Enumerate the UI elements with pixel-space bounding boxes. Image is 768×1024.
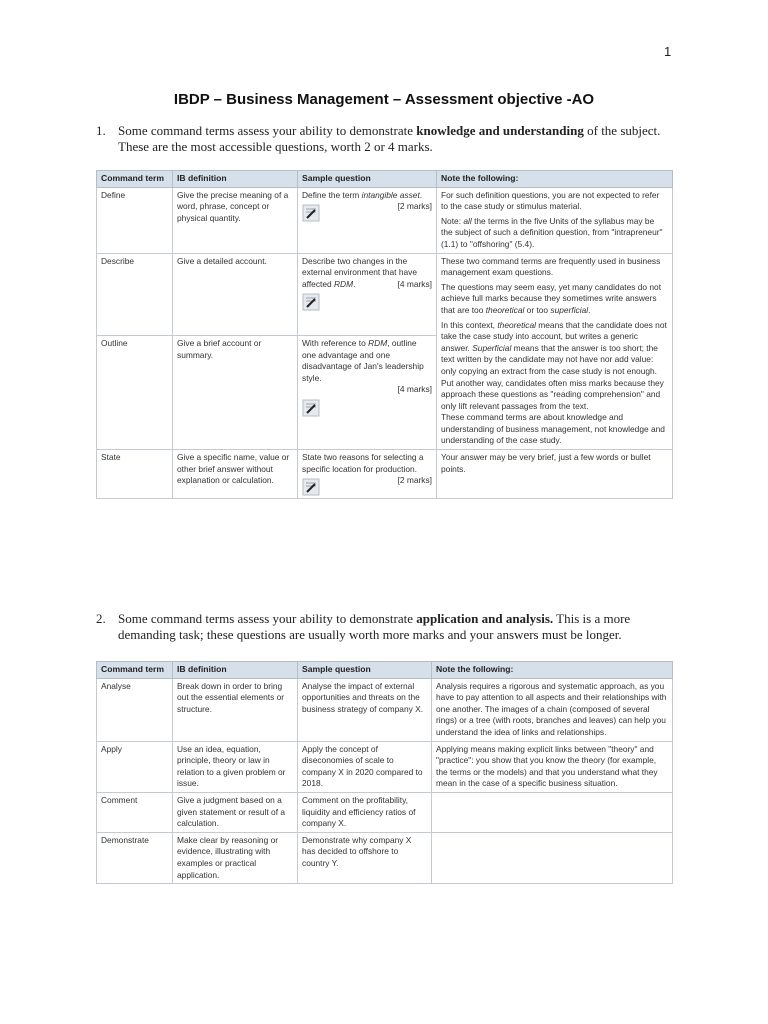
question-cell: Define the term intangible asset. [2 marks] <box>298 187 437 253</box>
note-cell: These two command terms are frequently used in business management exam questions. The questions may seem easy, yet many candidates do not achieve full marks because they sometimes write answers that are too theoretical or too superficial. In this context, theoretical means that the candidate does not take the case study into account, but writes a generic answer. Superficial means that the answer is too short; the text written by the candidate may not have nor add value: only copying an extract from the case study is not enough. Put another way, candidates often miss marks because they approach these questions as "reading comprehension" and only lift relevant passages from the text. These command terms are about knowledge and understanding of business management, not knowledge and understanding of the case study. <box>437 253 673 450</box>
marks: [2 marks] <box>397 201 432 212</box>
question-cell: With reference to RDM, outline one advantage and one disadvantage of Jan's leadership style. [4 marks] <box>298 336 437 450</box>
header-note: Note the following: <box>437 171 673 188</box>
section-1-text: Some command terms assess your ability to demonstrate knowledge and understanding of the subject. These are the most accessible questions, worth 2 or 4 marks. <box>118 123 661 154</box>
table-row <box>97 741 673 792</box>
notepad-pencil-icon <box>302 204 320 222</box>
term-cell: Define <box>97 187 173 253</box>
term-cell: Comment <box>97 792 173 832</box>
notepad-pencil-icon <box>302 293 320 311</box>
definition-cell: Make clear by reasoning or evidence, illustrating with examples or practical application. <box>173 832 298 883</box>
question-cell: Analyse the impact of external opportunities and threats on the business strategy of company X. <box>298 678 432 741</box>
table-row-describe <box>97 253 673 336</box>
term-cell: Describe <box>97 253 173 336</box>
section-2-number: 2. <box>96 611 106 626</box>
page-number: 1 <box>664 44 672 59</box>
section-2-text: Some command terms assess your ability to demonstrate application and analysis. This is a more demanding task; these questions are usually worth more marks and your answers must be longer. <box>118 611 631 642</box>
knowledge-command-terms-table <box>96 170 673 499</box>
note-cell: For such definition questions, you are not expected to refer to the case study or stimulus material. Note: all the terms in the five Units of the syllabus may be the subject of such a definition question, from "intrapreneur" (1.1) to "offshoring" (5.4). <box>437 187 673 253</box>
marks: [4 marks] <box>397 278 432 289</box>
note-cell <box>432 832 673 883</box>
table-header-row <box>97 171 673 188</box>
table-row <box>97 832 673 883</box>
header-ib-definition: IB definition <box>173 662 298 679</box>
page-title: IBDP – Business Management – Assessment objective -AO <box>173 91 595 108</box>
definition-cell: Give a judgment based on a given statement or result of a calculation. <box>173 792 298 832</box>
note-cell <box>432 792 673 832</box>
definition-cell: Break down in order to bring out the essential elements or structure. <box>173 678 298 741</box>
header-note: Note the following: <box>432 662 673 679</box>
application-command-terms-table <box>96 661 673 884</box>
note-cell: Analysis requires a rigorous and systematic approach, as you have to pay attention to all aspects and their relationships with one another. The images of a chain (composed of several rings) or a tree (with roots, branches and leaves) can help you understand the idea of links and relationships. <box>432 678 673 741</box>
question-cell: Comment on the profitability, liquidity and efficiency ratios of company X. <box>298 792 432 832</box>
definition-cell: Give a brief account or summary. <box>173 336 298 450</box>
question-cell: Apply the concept of diseconomies of scale to company X in 2020 compared to 2018. <box>298 741 432 792</box>
notepad-pencil-icon <box>302 478 320 496</box>
term-cell: Apply <box>97 741 173 792</box>
marks: [4 marks] <box>397 384 432 395</box>
term-cell: State <box>97 450 173 499</box>
table-row <box>97 678 673 741</box>
note-cell: Applying means making explicit links between "theory" and "practice": you show that you know the theory (for example, the terms or the models) and that you understand what they mean in the case of a specific business situation. <box>432 741 673 792</box>
table-row-define <box>97 187 673 253</box>
header-sample-question: Sample question <box>298 662 432 679</box>
definition-cell: Give a specific name, value or other brief answer without explanation or calculation. <box>173 450 298 499</box>
question-cell: State two reasons for selecting a specific location for production. [2 marks] <box>298 450 437 499</box>
marks: [2 marks] <box>397 475 432 486</box>
header-ib-definition: IB definition <box>173 171 298 188</box>
question-cell: Describe two changes in the external environment that have affected RDM. [4 marks] <box>298 253 437 336</box>
table-row <box>97 792 673 832</box>
header-sample-question: Sample question <box>298 171 437 188</box>
header-command-term: Command term <box>97 171 173 188</box>
header-command-term: Command term <box>97 662 173 679</box>
section-2-intro <box>96 611 680 643</box>
term-cell: Demonstrate <box>97 832 173 883</box>
term-cell: Analyse <box>97 678 173 741</box>
definition-cell: Give a detailed account. <box>173 253 298 336</box>
notepad-pencil-icon <box>302 399 320 417</box>
definition-cell: Use an idea, equation, principle, theory or law in relation to a given problem or issue. <box>173 741 298 792</box>
definition-cell: Give the precise meaning of a word, phrase, concept or physical quantity. <box>173 187 298 253</box>
note-cell: Your answer may be very brief, just a few words or bullet points. <box>437 450 673 499</box>
table-row-state <box>97 450 673 499</box>
question-cell: Demonstrate why company X has decided to offshore to country Y. <box>298 832 432 883</box>
section-1-intro <box>96 123 680 155</box>
term-cell: Outline <box>97 336 173 450</box>
section-1-number: 1. <box>96 123 106 138</box>
table-header-row <box>97 662 673 679</box>
